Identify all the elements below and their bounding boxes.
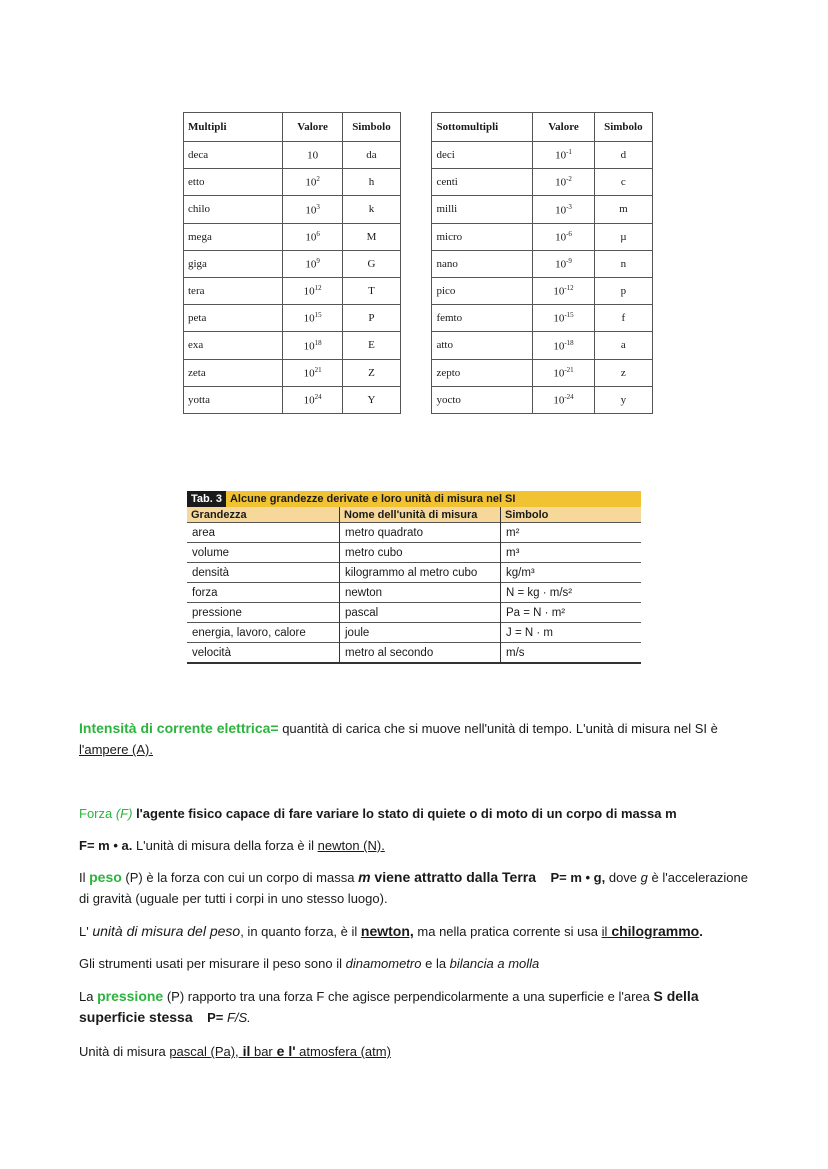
- gap-cell: [401, 359, 432, 386]
- multiple-value: $10^9$: [283, 250, 343, 277]
- submultiple-symbol: z: [594, 359, 652, 386]
- term-pressione: pressione: [97, 988, 164, 1004]
- peso-text-d: dove: [605, 870, 641, 885]
- multiple-value: $10^{12}$: [283, 277, 343, 304]
- table-tag: Tab. 3: [187, 491, 226, 507]
- quantity-name: volume: [187, 543, 340, 563]
- header-simbolo: Simbolo: [342, 113, 400, 142]
- multiple-value: $10^{15}$: [283, 305, 343, 332]
- multiple-name: exa: [184, 332, 283, 359]
- strumenti-b: e la: [421, 956, 450, 971]
- quantity-name: area: [187, 523, 340, 543]
- multiples-row: [184, 223, 653, 250]
- unit-name: newton: [340, 583, 501, 603]
- header-grandezza: Grandezza: [187, 507, 340, 523]
- paragraph-peso: [79, 867, 759, 909]
- unita-peso-il: il: [601, 924, 608, 939]
- multiples-row: [184, 169, 653, 196]
- multiples-row: [184, 359, 653, 386]
- pressione-a: La: [79, 989, 98, 1004]
- header-sottomultipli: Sottomultipli: [432, 113, 533, 142]
- multiple-symbol: h: [342, 169, 400, 196]
- term-peso: peso: [89, 869, 122, 885]
- multiples-row: [184, 142, 653, 169]
- submultiple-name: yocto: [432, 386, 533, 413]
- derived-units-header: [187, 507, 641, 523]
- quantity-name: densità: [187, 563, 340, 583]
- symbol-forza: (F): [115, 806, 133, 821]
- peso-g: g: [640, 870, 648, 885]
- submultiple-name: micro: [432, 223, 533, 250]
- multiple-symbol: T: [342, 277, 400, 304]
- derived-units-grid: [187, 507, 641, 664]
- multiples-table-header: [184, 113, 653, 142]
- gap-cell: [401, 305, 432, 332]
- multiple-value: $10^{24}$: [283, 386, 343, 413]
- gap-cell: [401, 332, 432, 359]
- formula-forza: F= m • a.: [79, 838, 133, 853]
- submultiple-value: $10^{-2}$: [533, 169, 594, 196]
- unit-name: kilogrammo al metro cubo: [340, 563, 501, 583]
- multiple-name: yotta: [184, 386, 283, 413]
- multiples-row: [184, 305, 653, 332]
- multiple-name: chilo: [184, 196, 283, 223]
- multiple-value: $10^3$: [283, 196, 343, 223]
- multiples-row: [184, 277, 653, 304]
- gap-cell: [401, 277, 432, 304]
- submultiple-value: $10^{-9}$: [533, 250, 594, 277]
- unit-symbol: m²: [501, 523, 642, 543]
- unit-name: joule: [340, 623, 501, 643]
- multiples-row: [184, 386, 653, 413]
- submultiple-symbol: a: [594, 332, 652, 359]
- unit-bar: bar: [250, 1044, 273, 1059]
- multiple-symbol: M: [342, 223, 400, 250]
- multiple-value: $10^{21}$: [283, 359, 343, 386]
- multiples-row: [184, 332, 653, 359]
- submultiple-value: $10^{-15}$: [533, 305, 594, 332]
- formula-pressione-a: P=: [207, 1010, 227, 1025]
- multiple-name: tera: [184, 277, 283, 304]
- unit-ampere: l'ampere (A).: [79, 742, 154, 757]
- derived-unit-row: [187, 563, 641, 583]
- derived-unit-row: [187, 543, 641, 563]
- submultiple-symbol: y: [594, 386, 652, 413]
- multiple-value: $10^6$: [283, 223, 343, 250]
- multiple-symbol: Y: [342, 386, 400, 413]
- derived-unit-row: [187, 523, 641, 543]
- submultiple-value: $10^{-12}$: [533, 277, 594, 304]
- multiple-symbol: G: [342, 250, 400, 277]
- submultiple-value: $10^{-18}$: [533, 332, 594, 359]
- unita-peso-c: ma nella pratica corrente si usa: [413, 924, 602, 939]
- paragraph-strumenti: [79, 953, 759, 974]
- gap-cell: [401, 142, 432, 169]
- gap-cell: [401, 386, 432, 413]
- forza-body: l'agente fisico capace di fare variare lo stato di quiete o di moto di un corpo di massa m: [132, 806, 677, 821]
- unit-pascal: pascal (Pa),: [169, 1044, 239, 1059]
- unit-symbol: m/s: [501, 643, 642, 664]
- submultiple-symbol: p: [594, 277, 652, 304]
- multiple-symbol: E: [342, 332, 400, 359]
- quantity-name: pressione: [187, 603, 340, 623]
- multiple-name: giga: [184, 250, 283, 277]
- peso-text-a: Il: [79, 870, 90, 885]
- multiple-value: $10^2$: [283, 169, 343, 196]
- submultiple-symbol: c: [594, 169, 652, 196]
- strumenti-dinamometro: dinamometro: [345, 956, 422, 971]
- multiple-name: etto: [184, 169, 283, 196]
- header-multipli: Multipli: [184, 113, 283, 142]
- multiple-name: mega: [184, 223, 283, 250]
- unit-symbol: m³: [501, 543, 642, 563]
- header-nome-unita: Nome dell'unità di misura: [340, 507, 501, 523]
- unita-pressione-a: Unità di misura: [79, 1044, 170, 1059]
- peso-text-e: è l'accelerazione di gravità (uguale per tutti i corpi in uno stesso luogo).: [79, 870, 748, 906]
- unit-symbol: Pa = N · m²: [501, 603, 642, 623]
- unita-peso-a: L': [79, 924, 93, 939]
- strumenti-bilancia: bilancia a molla: [449, 956, 540, 971]
- peso-m: m: [358, 869, 371, 885]
- unit-symbol: kg/m³: [501, 563, 642, 583]
- derived-unit-row: [187, 643, 641, 664]
- submultiple-value: $10^{-3}$: [533, 196, 594, 223]
- submultiple-symbol: d: [594, 142, 652, 169]
- pressione-superficie: S della superficie stessa: [79, 988, 699, 1025]
- multiples-table: [183, 112, 653, 414]
- submultiple-value: $10^{-24}$: [533, 386, 594, 413]
- submultiple-name: femto: [432, 305, 533, 332]
- multiple-symbol: k: [342, 196, 400, 223]
- submultiple-name: milli: [432, 196, 533, 223]
- submultiple-value: $10^{-21}$: [533, 359, 594, 386]
- unit-symbol: J = N · m: [501, 623, 642, 643]
- header-simbolo-unita: Simbolo: [501, 507, 642, 523]
- gap-cell: [401, 250, 432, 277]
- multiples-row: [184, 196, 653, 223]
- strumenti-a: Gli strumenti usati per misurare il peso sono il: [79, 956, 346, 971]
- submultiple-value: $10^{-1}$: [533, 142, 594, 169]
- unita-peso-kg: chilogrammo: [607, 923, 700, 939]
- unita-pressione-il: il: [238, 1043, 251, 1059]
- multiple-symbol: P: [342, 305, 400, 332]
- peso-attratto: viene attratto dalla Terra: [370, 869, 537, 885]
- multiples-row: [184, 250, 653, 277]
- formula-peso: P= m • g,: [550, 870, 606, 885]
- unita-peso-newton: newton,: [360, 923, 414, 939]
- forza-unit-body: L'unità di misura della forza è il: [132, 838, 318, 853]
- unit-name: metro al secondo: [340, 643, 501, 664]
- paragraph-corrente: [79, 718, 759, 760]
- unita-peso-dot: .: [699, 924, 703, 939]
- submultiple-symbol: f: [594, 305, 652, 332]
- derived-unit-row: [187, 603, 641, 623]
- quantity-name: forza: [187, 583, 340, 603]
- paragraph-pressione: [79, 986, 759, 1028]
- submultiple-name: atto: [432, 332, 533, 359]
- unit-name: pascal: [340, 603, 501, 623]
- submultiple-name: nano: [432, 250, 533, 277]
- submultiple-symbol: n: [594, 250, 652, 277]
- table-title: Alcune grandezze derivate e loro unità di misura nel SI: [229, 493, 516, 505]
- unit-newton: newton (N).: [317, 838, 385, 853]
- paragraph-forza: [79, 803, 759, 824]
- unit-symbol: N = kg · m/s²: [501, 583, 642, 603]
- gap-cell: [401, 169, 432, 196]
- submultiple-symbol: µ: [594, 223, 652, 250]
- derived-units-table: [187, 491, 641, 664]
- unit-name: metro cubo: [340, 543, 501, 563]
- unita-pressione-e: e l': [272, 1043, 296, 1059]
- unita-peso-italic: unità di misura del peso: [92, 923, 241, 939]
- multiple-symbol: Z: [342, 359, 400, 386]
- paragraph-forza-formula: [79, 835, 759, 856]
- submultiple-name: pico: [432, 277, 533, 304]
- header-valore: Valore: [283, 113, 343, 142]
- multiple-name: deca: [184, 142, 283, 169]
- unit-atmosfera: atmosfera (atm): [295, 1044, 391, 1059]
- multiple-name: peta: [184, 305, 283, 332]
- formula-pressione-b: F/S.: [226, 1010, 251, 1025]
- header-valore-sub: Valore: [533, 113, 594, 142]
- paragraph-unita-peso: [79, 921, 759, 942]
- table-caption: [187, 491, 641, 507]
- gap-cell: [401, 196, 432, 223]
- unita-peso-b: , in quanto forza, è il: [240, 924, 361, 939]
- pressione-b: (P) rapporto tra una forza F che agisce perpendicolarmente a una superficie e l'area: [163, 989, 654, 1004]
- header-simbolo-sub: Simbolo: [594, 113, 652, 142]
- term-corrente: Intensità di corrente elettrica=: [79, 720, 279, 736]
- gap-cell: [401, 223, 432, 250]
- peso-text-b: (P) è la forza con cui un corpo di massa: [121, 870, 359, 885]
- corrente-body: quantità di carica che si muove nell'unità di tempo. L'unità di misura nel SI è: [278, 721, 718, 736]
- multiple-value: $10^{18}$: [283, 332, 343, 359]
- submultiple-name: zepto: [432, 359, 533, 386]
- quantity-name: energia, lavoro, calore: [187, 623, 340, 643]
- multiple-value: 10: [283, 142, 343, 169]
- submultiple-symbol: m: [594, 196, 652, 223]
- paragraph-unita-pressione: [79, 1041, 759, 1062]
- derived-unit-row: [187, 583, 641, 603]
- gap-cell: [401, 113, 432, 142]
- multiple-symbol: da: [342, 142, 400, 169]
- submultiple-value: $10^{-6}$: [533, 223, 594, 250]
- derived-unit-row: [187, 623, 641, 643]
- unit-name: metro quadrato: [340, 523, 501, 543]
- quantity-name: velocità: [187, 643, 340, 664]
- submultiple-name: centi: [432, 169, 533, 196]
- term-forza: Forza: [79, 806, 116, 821]
- multiple-name: zeta: [184, 359, 283, 386]
- submultiple-name: deci: [432, 142, 533, 169]
